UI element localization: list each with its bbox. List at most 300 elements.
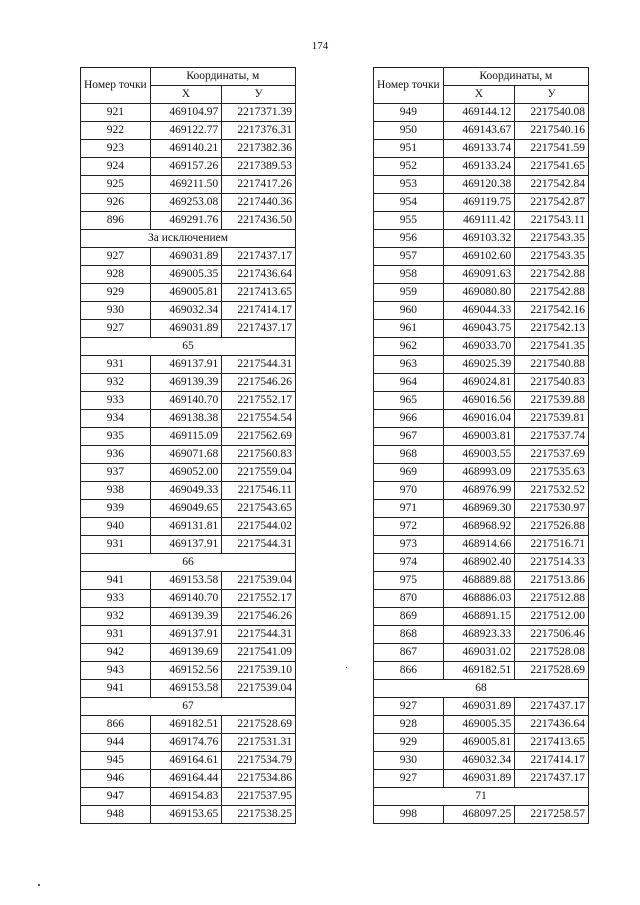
x-coordinate-cell: 469102.60	[443, 248, 514, 266]
table-row	[81, 302, 296, 320]
point-number-cell: 938	[81, 482, 151, 500]
point-number-cell: 924	[81, 158, 151, 176]
point-number-cell: 869	[374, 608, 444, 626]
coordinates-table-right	[373, 67, 589, 824]
point-number-cell: 969	[374, 464, 444, 482]
table-row	[81, 608, 296, 626]
table-row	[81, 482, 296, 500]
y-coordinate-cell: 2217526.88	[515, 518, 589, 536]
table-row	[81, 806, 296, 824]
table-row	[374, 356, 589, 374]
table-row	[81, 716, 296, 734]
y-coordinate-cell: 2217541.35	[515, 338, 589, 356]
table-row	[374, 176, 589, 194]
table-row	[374, 284, 589, 302]
point-number-cell: 927	[374, 770, 444, 788]
x-coordinate-cell: 468097.25	[443, 806, 514, 824]
x-coordinate-cell: 469291.76	[150, 212, 221, 230]
y-coordinate-cell: 2217539.81	[515, 410, 589, 428]
x-coordinate-cell: 469143.67	[443, 122, 514, 140]
point-number-cell: 953	[374, 176, 444, 194]
table-row	[81, 374, 296, 392]
table-row	[374, 608, 589, 626]
y-coordinate-cell: 2217516.71	[515, 536, 589, 554]
point-number-cell: 971	[374, 500, 444, 518]
point-number-cell: 956	[374, 230, 444, 248]
point-number-cell: 866	[374, 662, 444, 680]
table-row	[374, 500, 589, 518]
y-coordinate-cell: 2217413.65	[222, 284, 296, 302]
y-coordinate-cell: 2217540.16	[515, 122, 589, 140]
y-coordinate-cell: 2217537.69	[515, 446, 589, 464]
x-coordinate-cell: 469016.04	[443, 410, 514, 428]
y-coordinate-cell: 2217437.17	[222, 320, 296, 338]
section-label: 68	[374, 680, 589, 698]
point-number-cell: 963	[374, 356, 444, 374]
table-row	[374, 248, 589, 266]
table-row	[374, 338, 589, 356]
section-label: 66	[81, 554, 296, 572]
section-label: 65	[81, 338, 296, 356]
table-row	[374, 770, 589, 788]
y-coordinate-cell: 2217436.64	[515, 716, 589, 734]
table-row	[81, 428, 296, 446]
y-coordinate-cell: 2217414.17	[222, 302, 296, 320]
point-number-cell: 928	[81, 266, 151, 284]
x-coordinate-cell: 469139.39	[150, 608, 221, 626]
point-number-cell: 933	[81, 590, 151, 608]
y-coordinate-cell: 2217542.84	[515, 176, 589, 194]
point-number-cell: 948	[81, 806, 151, 824]
section-row	[374, 680, 589, 698]
y-coordinate-cell: 2217541.65	[515, 158, 589, 176]
x-coordinate-cell: 469091.63	[443, 266, 514, 284]
section-label: За исключением	[81, 230, 296, 248]
point-number-cell: 966	[374, 410, 444, 428]
point-number-cell: 998	[374, 806, 444, 824]
x-coordinate-cell: 468976.99	[443, 482, 514, 500]
point-number-cell: 929	[374, 734, 444, 752]
table-row	[81, 518, 296, 536]
table-row	[374, 104, 589, 122]
point-number-cell: 949	[374, 104, 444, 122]
y-coordinate-cell: 2217542.16	[515, 302, 589, 320]
point-number-cell: 937	[81, 464, 151, 482]
y-coordinate-cell: 2217539.04	[222, 680, 296, 698]
x-coordinate-cell: 469144.12	[443, 104, 514, 122]
x-coordinate-cell: 469120.38	[443, 176, 514, 194]
x-coordinate-cell: 469103.32	[443, 230, 514, 248]
x-coordinate-cell: 469005.81	[150, 284, 221, 302]
x-coordinate-cell: 469032.34	[443, 752, 514, 770]
coordinates-header: Координаты, м	[150, 68, 295, 86]
page-number: 174	[311, 40, 329, 52]
y-coordinate-cell: 2217542.13	[515, 320, 589, 338]
y-coordinate-cell: 2217530.97	[515, 500, 589, 518]
y-coordinate-cell: 2217535.63	[515, 464, 589, 482]
point-number-cell: 896	[81, 212, 151, 230]
section-row	[374, 788, 589, 806]
table-row	[81, 356, 296, 374]
point-number-cell: 868	[374, 626, 444, 644]
point-number-cell: 952	[374, 158, 444, 176]
y-coordinate-cell: 2217414.17	[515, 752, 589, 770]
y-coordinate-cell: 2217437.17	[515, 770, 589, 788]
y-coordinate-cell: 2217437.17	[515, 698, 589, 716]
table-row	[374, 302, 589, 320]
y-coordinate-cell: 2217512.88	[515, 590, 589, 608]
y-coordinate-cell: 2217371.39	[222, 104, 296, 122]
table-row	[374, 518, 589, 536]
section-row	[81, 230, 296, 248]
x-coordinate-cell: 469122.77	[150, 122, 221, 140]
point-number-cell: 954	[374, 194, 444, 212]
y-coordinate-cell: 2217514.33	[515, 554, 589, 572]
y-coordinate-cell: 2217552.17	[222, 392, 296, 410]
x-coordinate-cell: 469071.68	[150, 446, 221, 464]
x-coordinate-cell: 469153.65	[150, 806, 221, 824]
table-row	[81, 734, 296, 752]
table-row	[81, 122, 296, 140]
x-coordinate-cell: 469031.02	[443, 644, 514, 662]
y-coordinate-cell: 2217436.50	[222, 212, 296, 230]
point-number-cell: 921	[81, 104, 151, 122]
point-number-cell: 930	[81, 302, 151, 320]
section-row	[81, 698, 296, 716]
scan-speck	[38, 884, 40, 886]
x-coordinate-cell: 469016.56	[443, 392, 514, 410]
y-coordinate-cell: 2217539.88	[515, 392, 589, 410]
point-number-cell: 931	[81, 536, 151, 554]
table-row	[374, 428, 589, 446]
y-coordinate-cell: 2217540.83	[515, 374, 589, 392]
table-row	[81, 140, 296, 158]
y-coordinate-cell: 2217528.69	[222, 716, 296, 734]
table-row	[81, 176, 296, 194]
x-coordinate-cell: 468886.03	[443, 590, 514, 608]
table-row	[81, 662, 296, 680]
table-body	[374, 104, 589, 824]
y-column-header: У	[515, 86, 589, 104]
table-row	[374, 374, 589, 392]
x-coordinate-cell: 468968.92	[443, 518, 514, 536]
table-row	[81, 500, 296, 518]
x-coordinate-cell: 469157.26	[150, 158, 221, 176]
y-coordinate-cell: 2217544.31	[222, 356, 296, 374]
y-coordinate-cell: 2217539.04	[222, 572, 296, 590]
x-coordinate-cell: 469182.51	[150, 716, 221, 734]
point-number-cell: 944	[81, 734, 151, 752]
table-row	[374, 320, 589, 338]
point-number-cell: 933	[81, 392, 151, 410]
table-row	[374, 194, 589, 212]
point-number-cell: 925	[81, 176, 151, 194]
x-coordinate-cell: 469131.81	[150, 518, 221, 536]
x-coordinate-cell: 469115.09	[150, 428, 221, 446]
x-coordinate-cell: 469152.56	[150, 662, 221, 680]
x-coordinate-cell: 469137.91	[150, 356, 221, 374]
y-coordinate-cell: 2217541.59	[515, 140, 589, 158]
x-coordinate-cell: 469211.50	[150, 176, 221, 194]
y-coordinate-cell: 2217543.35	[515, 230, 589, 248]
y-coordinate-cell: 2217539.10	[222, 662, 296, 680]
y-coordinate-cell: 2217528.08	[515, 644, 589, 662]
point-number-cell: 958	[374, 266, 444, 284]
x-coordinate-cell: 469049.33	[150, 482, 221, 500]
y-coordinate-cell: 2217537.74	[515, 428, 589, 446]
y-coordinate-cell: 2217560.83	[222, 446, 296, 464]
table-row	[374, 644, 589, 662]
table-row	[374, 590, 589, 608]
x-coordinate-cell: 469140.70	[150, 590, 221, 608]
table-body	[81, 104, 296, 824]
section-row	[81, 338, 296, 356]
point-number-cell: 939	[81, 500, 151, 518]
point-number-cell: 943	[81, 662, 151, 680]
y-coordinate-cell: 2217528.69	[515, 662, 589, 680]
y-coordinate-cell: 2217546.26	[222, 608, 296, 626]
table-row	[81, 392, 296, 410]
table-row	[374, 662, 589, 680]
table-row	[81, 788, 296, 806]
x-coordinate-cell: 469138.38	[150, 410, 221, 428]
x-coordinate-cell: 469119.75	[443, 194, 514, 212]
table-row	[374, 626, 589, 644]
y-coordinate-cell: 2217542.88	[515, 284, 589, 302]
point-number-cell: 962	[374, 338, 444, 356]
point-number-cell: 931	[81, 356, 151, 374]
point-number-cell: 950	[374, 122, 444, 140]
y-coordinate-cell: 2217506.46	[515, 626, 589, 644]
table-row	[374, 734, 589, 752]
table-row	[81, 446, 296, 464]
x-coordinate-cell: 469140.21	[150, 140, 221, 158]
x-coordinate-cell: 469031.89	[443, 770, 514, 788]
y-coordinate-cell: 2217376.31	[222, 122, 296, 140]
point-number-cell: 951	[374, 140, 444, 158]
table-row	[374, 122, 589, 140]
y-coordinate-cell: 2217542.87	[515, 194, 589, 212]
point-number-cell: 975	[374, 572, 444, 590]
x-coordinate-cell: 468902.40	[443, 554, 514, 572]
table-row	[374, 446, 589, 464]
y-coordinate-cell: 2217543.35	[515, 248, 589, 266]
x-coordinate-cell: 469111.42	[443, 212, 514, 230]
table-row	[374, 212, 589, 230]
table-row	[374, 140, 589, 158]
point-number-cell: 870	[374, 590, 444, 608]
table-row	[81, 266, 296, 284]
scan-speck	[346, 667, 347, 668]
point-number-cell: 930	[374, 752, 444, 770]
y-coordinate-cell: 2217540.08	[515, 104, 589, 122]
table-row	[81, 320, 296, 338]
table-row	[374, 716, 589, 734]
section-label: 67	[81, 698, 296, 716]
table-row	[374, 464, 589, 482]
x-coordinate-cell: 469003.81	[443, 428, 514, 446]
table-row	[374, 410, 589, 428]
point-number-cell: 927	[81, 248, 151, 266]
x-coordinate-cell: 469174.76	[150, 734, 221, 752]
x-coordinate-cell: 469033.70	[443, 338, 514, 356]
table-row	[81, 644, 296, 662]
point-number-cell: 935	[81, 428, 151, 446]
x-coordinate-cell: 469153.58	[150, 572, 221, 590]
x-coordinate-cell: 469133.24	[443, 158, 514, 176]
point-number-cell: 922	[81, 122, 151, 140]
table-row	[374, 698, 589, 716]
x-coordinate-cell: 469044.33	[443, 302, 514, 320]
point-number-cell: 932	[81, 374, 151, 392]
point-number-cell: 959	[374, 284, 444, 302]
y-coordinate-cell: 2217542.88	[515, 266, 589, 284]
table-row	[374, 554, 589, 572]
point-number-cell: 942	[81, 644, 151, 662]
point-number-cell: 928	[374, 716, 444, 734]
x-coordinate-cell: 468891.15	[443, 608, 514, 626]
point-number-cell: 974	[374, 554, 444, 572]
y-coordinate-cell: 2217531.31	[222, 734, 296, 752]
section-label: 71	[374, 788, 589, 806]
x-coordinate-cell: 468993.09	[443, 464, 514, 482]
x-coordinate-cell: 469164.61	[150, 752, 221, 770]
y-column-header: У	[222, 86, 296, 104]
y-coordinate-cell: 2217417.26	[222, 176, 296, 194]
y-coordinate-cell: 2217543.11	[515, 212, 589, 230]
y-coordinate-cell: 2217382.36	[222, 140, 296, 158]
point-number-cell: 945	[81, 752, 151, 770]
table-row	[81, 626, 296, 644]
table-row	[81, 680, 296, 698]
x-coordinate-cell: 469137.91	[150, 536, 221, 554]
y-coordinate-cell: 2217559.04	[222, 464, 296, 482]
x-coordinate-cell: 469139.39	[150, 374, 221, 392]
x-coordinate-cell: 469031.89	[150, 248, 221, 266]
table-row	[81, 194, 296, 212]
point-number-cell: 955	[374, 212, 444, 230]
table-row	[81, 410, 296, 428]
x-coordinate-cell: 469032.34	[150, 302, 221, 320]
x-coordinate-cell: 469253.08	[150, 194, 221, 212]
table-row	[374, 230, 589, 248]
y-coordinate-cell: 2217389.53	[222, 158, 296, 176]
point-number-cell: 929	[81, 284, 151, 302]
point-number-cell: 941	[81, 680, 151, 698]
table-row	[374, 266, 589, 284]
x-column-header: X	[443, 86, 514, 104]
point-number-cell: 947	[81, 788, 151, 806]
x-coordinate-cell: 469031.89	[150, 320, 221, 338]
table-row	[81, 536, 296, 554]
y-coordinate-cell: 2217413.65	[515, 734, 589, 752]
point-number-header: Номер точки	[81, 68, 151, 104]
x-column-header: X	[150, 86, 221, 104]
table-row	[81, 284, 296, 302]
table-row	[81, 464, 296, 482]
table-row	[81, 572, 296, 590]
table-row	[374, 482, 589, 500]
point-number-cell: 941	[81, 572, 151, 590]
point-number-cell: 973	[374, 536, 444, 554]
point-number-cell: 968	[374, 446, 444, 464]
point-number-cell: 867	[374, 644, 444, 662]
y-coordinate-cell: 2217554.54	[222, 410, 296, 428]
x-coordinate-cell: 468889.88	[443, 572, 514, 590]
point-number-cell: 961	[374, 320, 444, 338]
table-row	[374, 536, 589, 554]
x-coordinate-cell: 469003.55	[443, 446, 514, 464]
x-coordinate-cell: 469137.91	[150, 626, 221, 644]
y-coordinate-cell: 2217532.52	[515, 482, 589, 500]
table-row	[374, 572, 589, 590]
table-row	[81, 752, 296, 770]
x-coordinate-cell: 469052.00	[150, 464, 221, 482]
x-coordinate-cell: 469139.69	[150, 644, 221, 662]
point-number-cell: 972	[374, 518, 444, 536]
y-coordinate-cell: 2217544.02	[222, 518, 296, 536]
table-row	[81, 248, 296, 266]
point-number-header: Номер точки	[374, 68, 444, 104]
x-coordinate-cell: 469005.35	[150, 266, 221, 284]
x-coordinate-cell: 468914.66	[443, 536, 514, 554]
x-coordinate-cell: 469025.39	[443, 356, 514, 374]
point-number-cell: 866	[81, 716, 151, 734]
y-coordinate-cell: 2217546.11	[222, 482, 296, 500]
table-row	[81, 104, 296, 122]
section-row	[81, 554, 296, 572]
point-number-cell: 967	[374, 428, 444, 446]
y-coordinate-cell: 2217546.26	[222, 374, 296, 392]
table-row	[374, 392, 589, 410]
point-number-cell: 940	[81, 518, 151, 536]
y-coordinate-cell: 2217537.95	[222, 788, 296, 806]
y-coordinate-cell: 2217534.79	[222, 752, 296, 770]
point-number-cell: 931	[81, 626, 151, 644]
y-coordinate-cell: 2217544.31	[222, 626, 296, 644]
x-coordinate-cell: 469005.81	[443, 734, 514, 752]
point-number-cell: 934	[81, 410, 151, 428]
x-coordinate-cell: 469104.97	[150, 104, 221, 122]
y-coordinate-cell: 2217543.65	[222, 500, 296, 518]
table-row	[81, 212, 296, 230]
x-coordinate-cell: 469024.81	[443, 374, 514, 392]
y-coordinate-cell: 2217512.00	[515, 608, 589, 626]
table-row	[81, 590, 296, 608]
point-number-cell: 970	[374, 482, 444, 500]
x-coordinate-cell: 468969.30	[443, 500, 514, 518]
point-number-cell: 927	[374, 698, 444, 716]
y-coordinate-cell: 2217538.25	[222, 806, 296, 824]
point-number-cell: 923	[81, 140, 151, 158]
table-row	[374, 158, 589, 176]
point-number-cell: 932	[81, 608, 151, 626]
x-coordinate-cell: 469140.70	[150, 392, 221, 410]
y-coordinate-cell: 2217437.17	[222, 248, 296, 266]
point-number-cell: 957	[374, 248, 444, 266]
y-coordinate-cell: 2217534.86	[222, 770, 296, 788]
y-coordinate-cell: 2217544.31	[222, 536, 296, 554]
y-coordinate-cell: 2217258.57	[515, 806, 589, 824]
table-row	[81, 770, 296, 788]
y-coordinate-cell: 2217440.36	[222, 194, 296, 212]
coordinates-header: Координаты, м	[443, 68, 588, 86]
point-number-cell: 936	[81, 446, 151, 464]
point-number-cell: 965	[374, 392, 444, 410]
table-row	[374, 806, 589, 824]
x-coordinate-cell: 469153.58	[150, 680, 221, 698]
x-coordinate-cell: 469080.80	[443, 284, 514, 302]
